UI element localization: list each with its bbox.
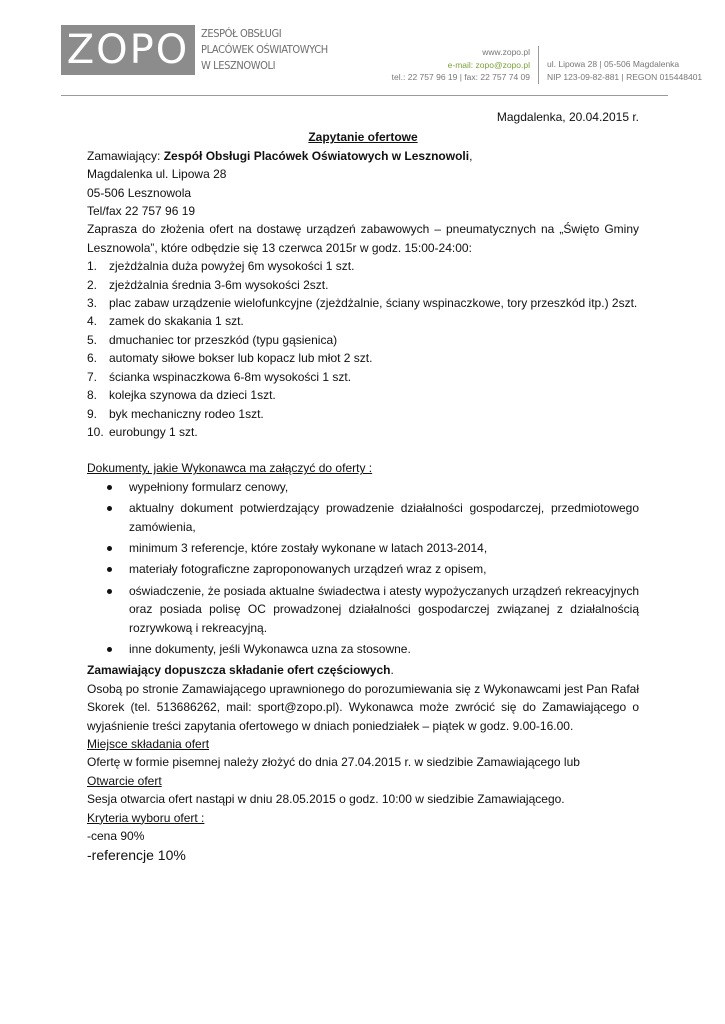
item-number: 10. xyxy=(87,424,104,439)
ordering-party xyxy=(87,147,639,165)
documents-heading: Dokumenty, jakie Wykonawca ma załączyć do oferty : xyxy=(87,461,373,476)
document-text: materiały fotograficzne zaproponowanych urządzeń wraz z opisem, xyxy=(129,562,487,577)
logo-text: ZOPO xyxy=(66,27,190,73)
item-number: 4. xyxy=(87,314,98,329)
document-text: wypełniony formularz cenowy, xyxy=(129,479,289,494)
partial-offers-note xyxy=(87,661,639,679)
bullet-icon xyxy=(107,589,112,594)
bullet-icon xyxy=(107,567,112,572)
list-item xyxy=(87,276,639,294)
registry-text: NIP 123-09-82-881 | REGON 015448401 xyxy=(547,71,703,82)
intro-paragraph: Zaprasza do złożenia ofert na dostawę urządzeń zabawowych – pneumatycznych na „Święto Gminy Lesznowola”, które odbędzie się 13 czerwca 2015r w godz. 15:00-24:00: xyxy=(87,222,639,255)
item-text: zjeżdżalnia duża powyżej 6m wysokości 1 szt. xyxy=(109,259,355,274)
address-line: Magdalenka ul. Lipowa 28 xyxy=(87,167,227,182)
criteria-heading: Kryteria wyboru ofert : xyxy=(87,810,205,825)
submission-text: Ofertę w formie pisemnej należy złożyć do dnia 27.04.2015 r. w siedzibie Zamawiającego lub xyxy=(87,755,580,770)
list-item xyxy=(87,294,639,312)
partial-offers-bold: Zamawiający dopuszcza składanie ofert częściowych xyxy=(87,663,391,678)
bullet-icon xyxy=(107,506,112,511)
opening-heading: Otwarcie ofert xyxy=(87,773,162,788)
list-item xyxy=(87,331,639,349)
date-line: Magdalenka, 20.04.2015 r. xyxy=(496,110,639,124)
organization-name-line: PLACÓWEK OŚWIATOWYCH xyxy=(201,43,328,56)
organization-name-line: W LESZNOWOLI xyxy=(201,59,276,72)
document-body xyxy=(87,108,639,865)
document-text: inne dokumenty, jeśli Wykonawca uzna za stosowne. xyxy=(129,641,411,656)
list-item xyxy=(87,386,639,404)
item-number: 1. xyxy=(87,259,98,274)
address-text: ul. Lipowa 28 | 05-506 Magdalenka xyxy=(547,59,680,69)
website-text: www.zopo.pl xyxy=(482,47,530,57)
document-title: Zapytanie ofertowe xyxy=(308,130,418,145)
spacer xyxy=(87,441,639,459)
item-text: zjeżdżalnia średnia 3-6m wysokości 2szt. xyxy=(109,277,329,292)
phones-text: tel.: 22 757 96 19 | fax: 22 757 74 09 xyxy=(391,72,530,82)
organization-name-line: ZESPÓŁ OBSŁUGI xyxy=(201,27,282,40)
list-item xyxy=(87,257,639,275)
item-number: 7. xyxy=(87,369,98,384)
item-text: zamek do skakania 1 szt. xyxy=(109,314,244,329)
contact-paragraph: Osobą po stronie Zamawiającego uprawnionego do porozumiewania się z Wykonawcami jest Pan Rafał Skorek (tel. 513686262, mail: sport@zopo.pl). Wykonawca może zwrócić się do Zamawiającego o wyjaśnienie treści zapytania ofertowego w dniach poniedziałek – piątek w godz. 9.00-16.00. xyxy=(87,681,639,733)
item-text: byk mechaniczny rodeo 1szt. xyxy=(109,406,264,421)
organization-name xyxy=(201,26,328,74)
item-text: kolejka szynowa da dzieci 1szt. xyxy=(109,388,276,403)
list-item xyxy=(87,640,639,658)
item-number: 5. xyxy=(87,332,98,347)
criteria-item: -referencje 10% xyxy=(87,847,186,864)
phone-line: Tel/fax 22 757 96 19 xyxy=(87,204,196,219)
item-number: 9. xyxy=(87,406,98,421)
submission-heading: Miejsce składania ofert xyxy=(87,737,210,751)
item-number: 8. xyxy=(87,388,98,403)
item-number: 3. xyxy=(87,296,98,311)
contact-online xyxy=(392,46,530,84)
postal-line: 05-506 Lesznowola xyxy=(87,185,192,200)
item-number: 2. xyxy=(87,277,98,292)
item-number: 6. xyxy=(87,351,98,366)
email-text: e-mail: zopo@zopo.pl xyxy=(447,59,530,70)
list-item xyxy=(87,582,639,637)
contact-address xyxy=(547,58,702,83)
item-text: plac zabaw urządzenie wielofunkcyjne (zjeżdżalnie, ściany wspinaczkowe, tory przeszkód itp.) 2szt. xyxy=(109,296,638,311)
ordering-party-name: Zespół Obsługi Placówek Oświatowych w Lesznowoli xyxy=(163,148,470,163)
list-item xyxy=(87,499,639,536)
item-text: ścianka wspinaczkowa 6-8m wysokości 1 szt. xyxy=(109,369,352,384)
item-text: dmuchaniec tor przeszkód (typu gąsienica) xyxy=(109,332,338,347)
partial-offers-suffix: . xyxy=(390,663,394,678)
documents-list xyxy=(87,478,639,659)
opening-text: Sesja otwarcia ofert nastąpi w dniu 28.05.2015 o godz. 10:00 w siedzibie Zamawiającego. xyxy=(87,792,565,807)
bullet-icon xyxy=(107,647,112,652)
document-text: aktualny dokument potwierdzający prowadzenie działalności gospodarczej, przedmiotowego zamówienia, xyxy=(129,501,639,534)
list-item xyxy=(87,478,639,496)
list-item xyxy=(87,405,639,423)
ordering-party-label: Zamawiający: xyxy=(87,148,164,163)
document-text: oświadczenie, że posiada aktualne świadectwa i atesty wypożyczanych urządzeń rekreacyjnych oraz posiada polisę OC prowadzonej działalności gospodarczej związanej z działalnością rozrywkową i rekreacyjną. xyxy=(129,583,639,635)
bullet-icon xyxy=(107,485,112,490)
bullet-icon xyxy=(107,546,112,551)
list-item xyxy=(87,312,639,330)
ordering-party-suffix: , xyxy=(469,148,473,163)
list-item xyxy=(87,539,639,557)
item-text: automaty siłowe bokser lub kopacz lub młot 2 szt. xyxy=(109,351,373,366)
contact-divider xyxy=(538,46,539,84)
item-text: eurobungy 1 szt. xyxy=(109,424,198,439)
document-text: minimum 3 referencje, które zostały wykonane w latach 2013-2014, xyxy=(129,540,488,555)
header-rule xyxy=(61,95,668,96)
criteria-item: -cena 90% xyxy=(87,829,145,844)
list-item xyxy=(87,368,639,386)
zopo-logo xyxy=(61,25,195,75)
list-item xyxy=(87,423,639,441)
list-item xyxy=(87,349,639,367)
equipment-list xyxy=(87,257,639,441)
list-item xyxy=(87,560,639,578)
